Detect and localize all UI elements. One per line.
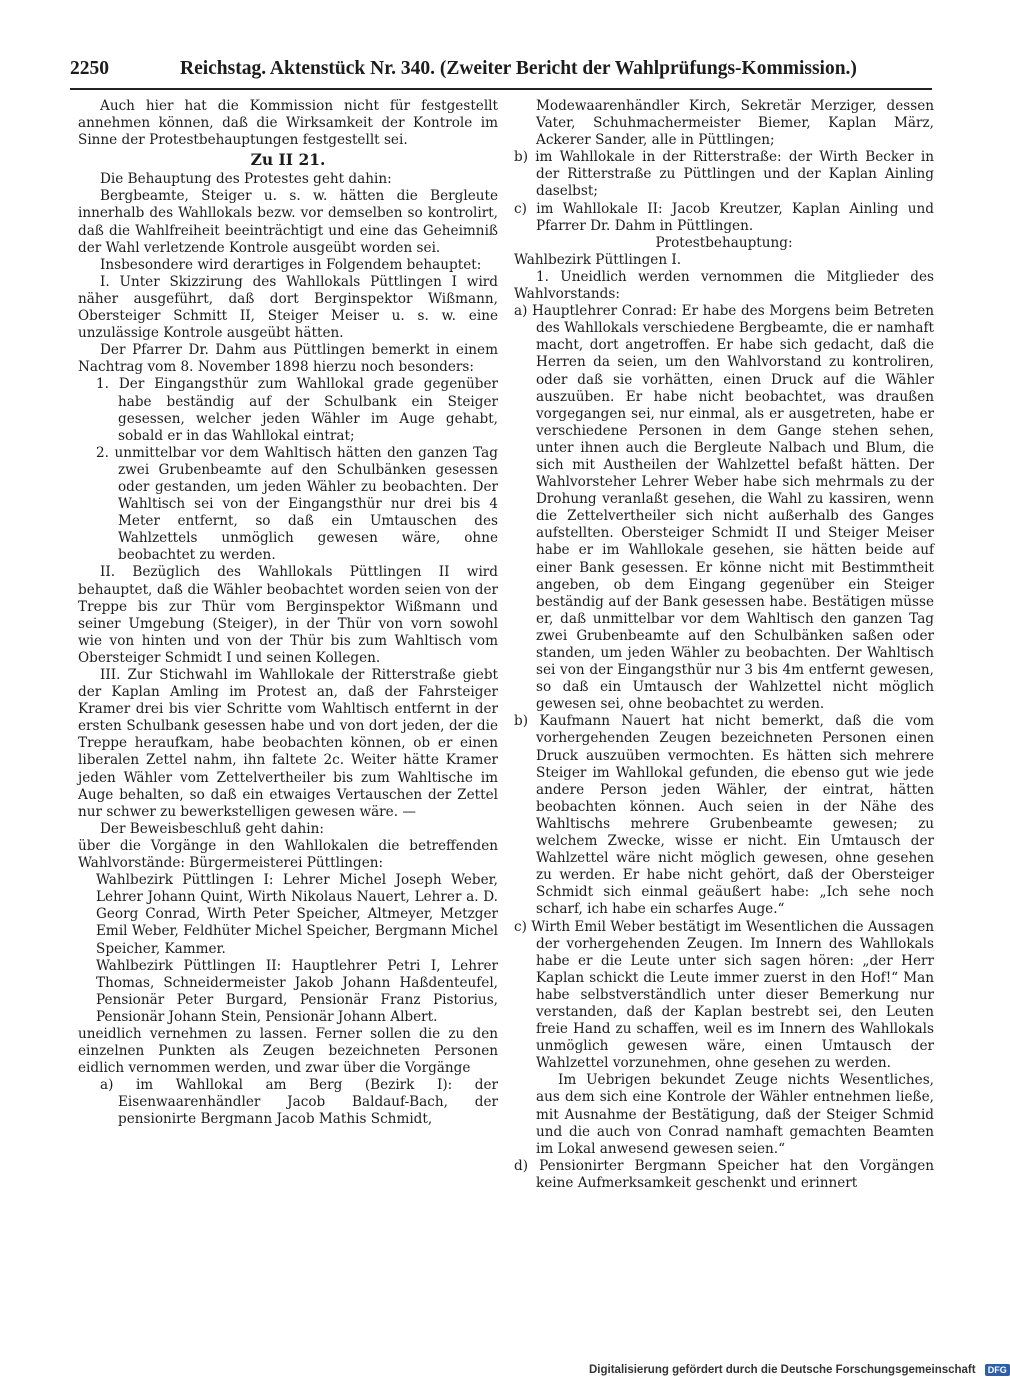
left-column xyxy=(78,98,498,1129)
section-heading: Zu II 21. xyxy=(250,150,326,170)
paragraph: Bergbeamte, Steiger u. s. w. hätten die Bergleute innerhalb des Wahllokals bezw. vor demselben so kontrolirt, daß die Wahlfreiheit beeinträchtigt und eine das Geheimniß der Wahl verletzende Kontrole ausgeübt worden sei. xyxy=(78,188,498,256)
paragraph: I. Unter Skizzirung des Wahllokals Püttlingen I wird näher ausgeführt, daß dort Berginspektor Wißmann, Obersteiger Schmitt II, Steiger Meiser u. s. w. eine unzulässige Kontrole ausgeübt hätten. xyxy=(78,273,498,342)
paragraph: Der Pfarrer Dr. Dahm aus Püttlingen bemerkt in einem Nachtrag vom 8. November 1898 hierzu noch besonders: xyxy=(78,342,498,376)
paragraph: II. Bezüglich des Wahllokals Püttlingen II wird behauptet, daß die Wähler beobachtet worden seien von der Treppe bis zur Thür vom Berginspektor Wißmann und seiner Umgebung (Steiger), in der Thür von vorn sowohl wie von hinten und von der Thür bis zum Wahltisch vom Obersteiger Schmidt I und seinen Kollegen. xyxy=(78,564,498,666)
testimony-item: a) Hauptlehrer Conrad: Er habe des Morgens beim Betreten des Wahllokals verschiedene Bergbeamte, die er namhaft macht, dort angetroffen. Er habe sich gedacht, daß die Herren da seien, um den Wahlvorstand zu kontroliren, oder daß sie vorhätten, einen Druck auf die Wähler auszuüben. Er habe nicht beobachtet, was draußen vorgegangen sei, nur einmal, als er ausgetreten, habe er verschiedene Personen in dem Gange stehen sehen, unter ihnen auch die Bergleute Nalbach und Blum, die sich mit Austheilen der Wahlzettel befaßt hätten. Der Wahlvorsteher Lehrer Weber habe sich mehrmals zu der Drohung veranlaßt gesehen, die Wahl zu kassiren, wenn die Zettelvertheiler sich nicht außerhalb des Ganges aufstellten. Obersteiger Schmidt II und Steiger Meiser habe er im Wahllokale gesehen, sie hätten beide auf einer Bank gesessen. Er könne nicht mit Bestimmtheit angeben, ob dem Eingang gegenüber ein Steiger beständig auf der Bank gesessen habe. Bestätigen müsse er, daß unmittelbar vor dem Wahltisch den ganzen Tag zwei Grubenbeamte auf den Schulbänken saßen oder standen, um jeden Wähler zu beobachten. Der Wahltisch sei von der Eingangsthür nur 3 bis 4m entfernt gewesen, so daß ein Umtausch der Wahlzettel nicht möglich gewesen sei, ohne beobachtet zu werden. xyxy=(514,303,934,713)
right-column xyxy=(514,98,934,1192)
paragraph: uneidlich vernehmen zu lassen. Ferner sollen die zu den einzelnen Punkten als Zeugen bezeichneten Personen eidlich vernommen werden, und zwar über die Vorgänge xyxy=(78,1025,498,1077)
header-rule xyxy=(70,88,932,90)
paragraph: über die Vorgänge in den Wahllokalen die betreffenden Wahlvorstände: Bürgermeisterei Püttlingen: xyxy=(78,837,498,872)
paragraph: Die Behauptung des Protestes geht dahin: xyxy=(100,171,392,188)
testimony-item: d) Pensionirter Bergmann Speicher hat den Vorgängen keine Aufmerksamkeit geschenkt und erinnert xyxy=(514,1157,934,1191)
page-header xyxy=(70,54,932,88)
testimony-item: b) Kaufmann Nauert hat nicht bemerkt, daß die vom vorhergehenden Zeugen bezeichneten Personen einen Druck auszuüben vermochten. Es hätten sich mehrere Steiger im Wahllokal gefunden, die ebenso gut wie jede andere Person jeden Wähler, der eintrat, hätten beobachten können. Auch seien in der Nähe des Wahltischs mehrere Grubenbeamte gewesen; zu welchem Zwecke, wisse er nicht. Ein Umtausch der Wahlzettel wäre nicht möglich gewesen, ohne gesehen zu werden. Er habe nicht gehört, daß der Obersteiger Schmidt sich einmal geäußert habe: „Ich sehe noch scharf, ich habe ein scharfes Auge.“ xyxy=(514,713,934,918)
paragraph: Insbesondere wird derartiges in Folgendem behauptet: xyxy=(100,256,482,273)
subheading: Protestbehauptung: xyxy=(655,234,793,251)
page-number: 2250 xyxy=(70,58,109,79)
district-list: Wahlbezirk Püttlingen II: Hauptlehrer Petri I, Lehrer Thomas, Schneidermeister Jakob Johann Haßdenteufel, Pensionär Peter Burgard, Pensionär Franz Pistorius, Pensionär Johann Stein, Pensionär Johann Albert. xyxy=(96,957,498,1025)
list-item: b) im Wahllokale in der Ritterstraße: der Wirth Becker in der Ritterstraße zu Püttlingen und der Kaplan Ainling daselbst; xyxy=(514,149,934,200)
footer-text: Digitalisierung gefördert durch die Deutsche Forschungsgemeinschaft xyxy=(589,1364,976,1377)
list-item: 2. unmittelbar vor dem Wahltisch hätten den ganzen Tag zwei Grubenbeamte auf den Schulbänken gesessen oder gestanden, um jeden Wähler zu beobachten. Der Wahltisch sei von der Eingangsthür nur drei bis 4 Meter entfernt, so daß ein Umtauschen des Wahlzettels unmöglich gewesen wäre, ohne beobachtet zu werden. xyxy=(96,444,498,564)
testimony-item: c) Wirth Emil Weber bestätigt im Wesentlichen die Aussagen der vorhergehenden Zeugen. Im Innern des Wahllokals habe er die Leute unter sich sagen hören: „der Herr Kaplan schickt die Leute immer zuerst in den Hof!“ Man habe selbstverständlich unter dieser Bemerkung nur verstanden, daß der Kaplan bestrebt sei, den Leuten freie Hand zu schaffen, weil es im Innern des Wahllokals unmöglich gewesen wäre, einen Umtausch der Wahlzettel vorzunehmen, ohne gesehen zu werden. xyxy=(514,918,934,1072)
paragraph: Auch hier hat die Kommission nicht für festgestellt annehmen können, daß die Wirksamkeit der Kontrole im Sinne der Protestbehauptungen festgestellt sei. xyxy=(78,98,498,149)
paragraph: Wahlbezirk Püttlingen I. xyxy=(514,251,682,268)
dfg-logo-icon: DFG xyxy=(985,1364,1010,1376)
list-item: a) im Wahllokal am Berg (Bezirk I): der Eisenwaarenhändler Jacob Baldauf-Bach, der pensionirte Bergmann Jacob Mathis Schmidt, xyxy=(100,1077,498,1128)
paragraph: Der Beweisbeschluß geht dahin: xyxy=(100,820,324,837)
paragraph: 1. Uneidlich werden vernommen die Mitglieder des Wahlvorstands: xyxy=(514,268,934,303)
running-title: Reichstag. Aktenstück Nr. 340. (Zweiter Bericht der Wahlprüfungs-Kommission.) xyxy=(180,58,857,79)
list-item: c) im Wahllokale II: Jacob Kreutzer, Kaplan Ainling und Pfarrer Dr. Dahm in Püttlingen. xyxy=(514,200,934,234)
district-list: Wahlbezirk Püttlingen I: Lehrer Michel Joseph Weber, Lehrer Johann Quint, Wirth Nikolaus Nauert, Lehrer a. D. Georg Conrad, Wirth Peter Speicher, Altmeyer, Metzger Emil Weber, Feldhüter Michel Speicher, Bergmann Michel Speicher, Kammer. xyxy=(96,872,498,957)
list-item: 1. Der Eingangsthür zum Wahllokal grade gegenüber habe beständig auf der Schulbank ein Steiger gesessen, welcher jeden Wähler im Auge gehabt, sobald er in das Wahllokal eintrat; xyxy=(96,376,498,444)
footer-credit xyxy=(589,1364,1010,1376)
paragraph: Modewaarenhändler Kirch, Sekretär Merziger, dessen Vater, Schuhmachermeister Biemer, Kaplan März, Ackerer Sander, alle in Püttlingen; xyxy=(536,98,934,149)
paragraph: III. Zur Stichwahl im Wahllokale der Ritterstraße giebt der Kaplan Amling im Protest an, daß der Fahrsteiger Kramer drei bis vier Schritte vom Wahltisch entfernt in der ersten Schulbank gesessen habe und von dort jeden, der die Treppe heraufkam, habe beobachten können, ob er einen liberalen Zettel nahm, ihn faltete 2c. Weiter hätte Kramer jeden Wähler vom Zettelvertheiler bis zum Wahltische im Auge behalten, so daß ein etwaiges Vertauschen der Zettel nur schwer zu bewerkstelligen gewesen wäre. — xyxy=(78,667,498,820)
paragraph: Im Uebrigen bekundet Zeuge nichts Wesentliches, aus dem sich eine Kontrole der Wähler entnehmen ließe, mit Ausnahme der Bestätigung, daß der Steiger Schmid und die auch von Conrad namhaft gemachten Beamten im Lokal anwesend gewesen seien.“ xyxy=(536,1072,934,1157)
